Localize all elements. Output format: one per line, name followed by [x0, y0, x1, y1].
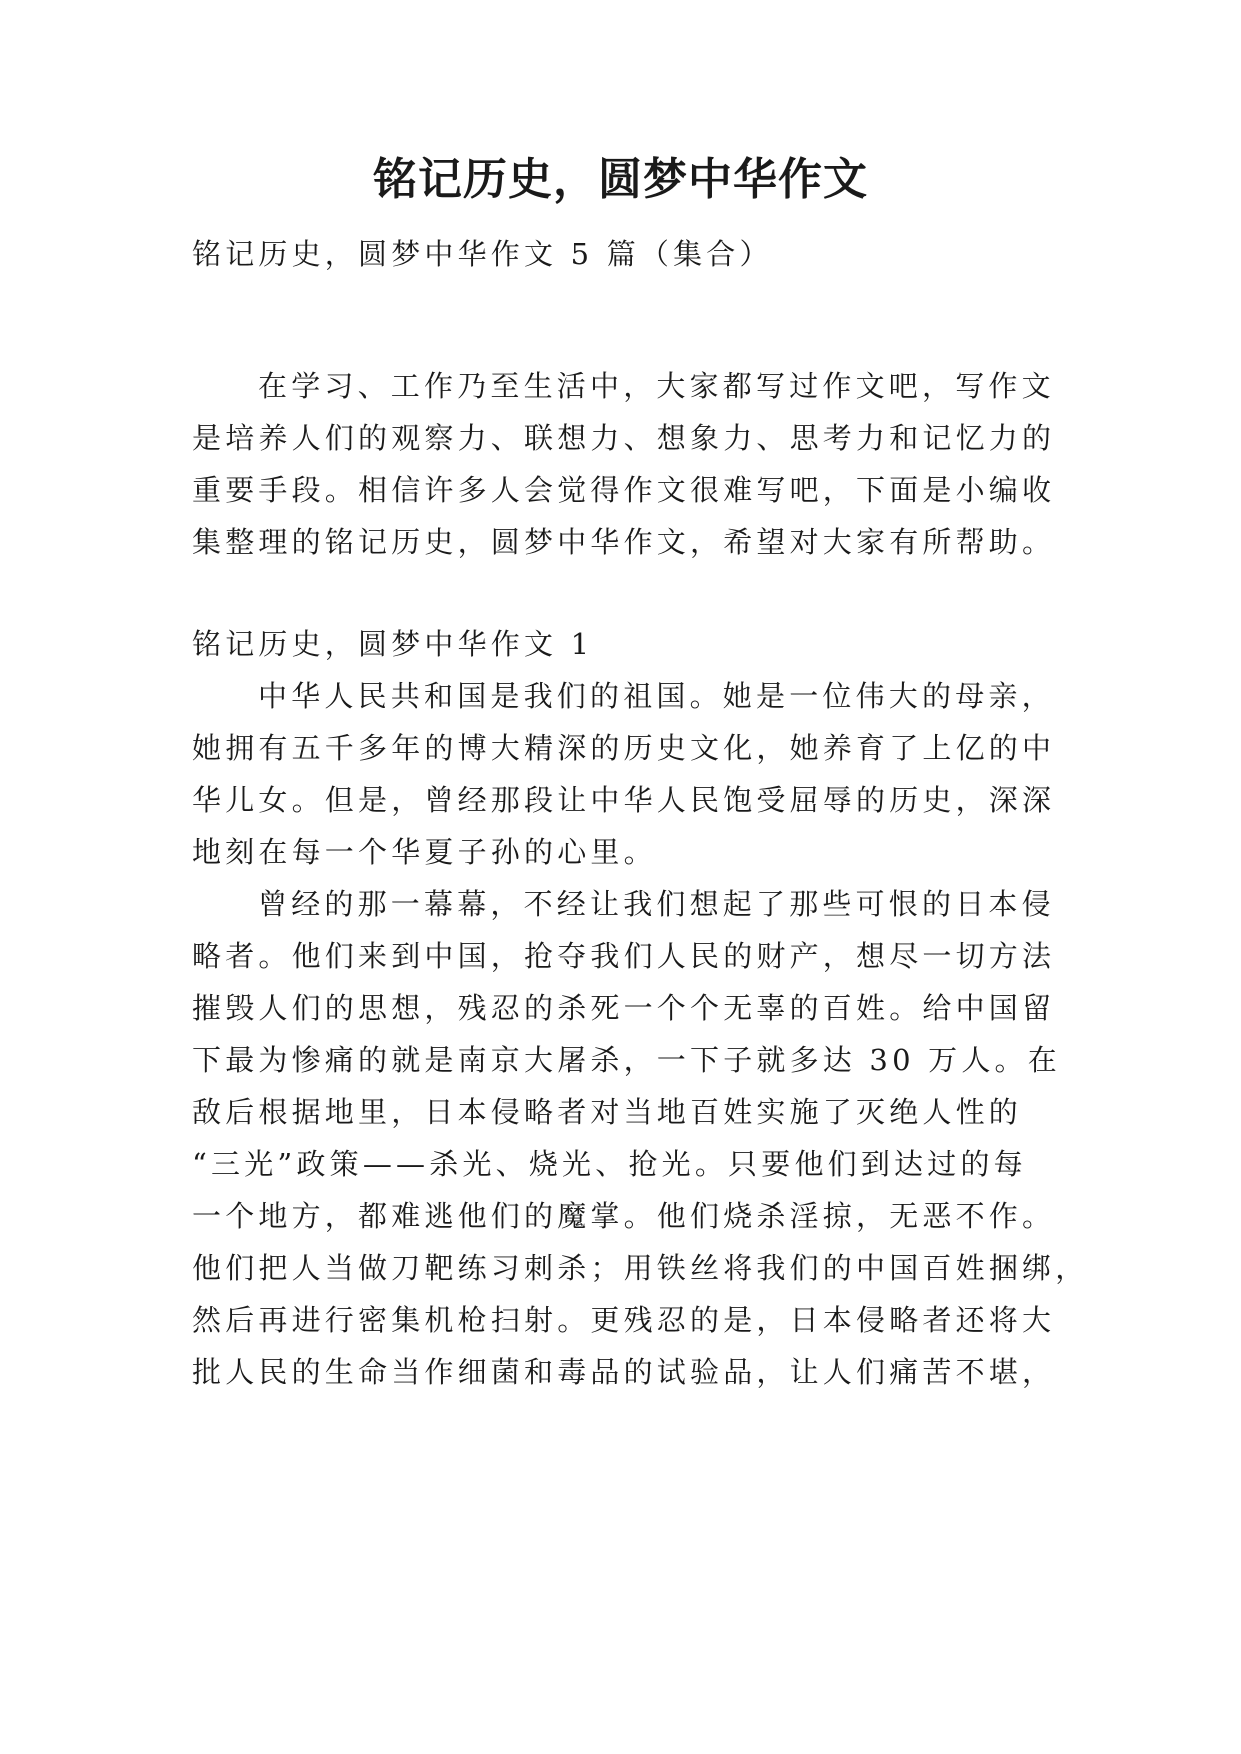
paragraph-line: 他们把人当做刀靶练习刺杀；用铁丝将我们的中国百姓捆绑， [192, 1251, 1089, 1285]
document-title: 铭记历史，圆梦中华作文 [373, 154, 868, 205]
paragraph-line: 一个地方，都难逃他们的魔掌。他们烧杀淫掠，无恶不作。 [192, 1199, 1056, 1233]
paragraph-line: 摧毁人们的思想，残忍的杀死一个个无辜的百姓。给中国留 [192, 991, 1056, 1025]
paragraph-line: 是培养人们的观察力、联想力、想象力、思考力和记忆力的 [192, 421, 1056, 455]
paragraph-line: 在学习、工作乃至生活中，大家都写过作文吧，写作文 [258, 369, 1055, 403]
paragraph-line: 中华人民共和国是我们的祖国。她是一位伟大的母亲， [258, 679, 1055, 713]
paragraph-line: “三光”政策——杀光、烧光、抢光。只要他们到达过的每 [192, 1147, 1027, 1181]
paragraph-line: 地刻在每一个华夏子孙的心里。 [192, 835, 657, 869]
section-heading: 铭记历史，圆梦中华作文 1 [192, 627, 594, 661]
document-subtitle: 铭记历史，圆梦中华作文 5 篇（集合） [192, 237, 773, 271]
paragraph-line: 重要手段。相信许多人会觉得作文很难写吧，下面是小编收 [192, 473, 1056, 507]
paragraph-line: 略者。他们来到中国，抢夺我们人民的财产，想尽一切方法 [192, 939, 1056, 973]
paragraph-line: 曾经的那一幕幕，不经让我们想起了那些可恨的日本侵 [258, 887, 1055, 921]
paragraph-line: 敌后根据地里，日本侵略者对当地百姓实施了灭绝人性的 [192, 1095, 1023, 1129]
paragraph-line: 下最为惨痛的就是南京大屠杀，一下子就多达 30 万人。在 [192, 1043, 1061, 1077]
paragraph-line: 集整理的铭记历史，圆梦中华作文，希望对大家有所帮助。 [192, 525, 1056, 559]
paragraph-line: 然后再进行密集机枪扫射。更残忍的是，日本侵略者还将大 [192, 1303, 1056, 1337]
paragraph-line: 批人民的生命当作细菌和毒品的试验品，让人们痛苦不堪， [192, 1355, 1056, 1389]
paragraph-line: 她拥有五千多年的博大精深的历史文化，她养育了上亿的中 [192, 731, 1056, 765]
paragraph-line: 华儿女。但是，曾经那段让中华人民饱受屈辱的历史，深深 [192, 783, 1056, 817]
